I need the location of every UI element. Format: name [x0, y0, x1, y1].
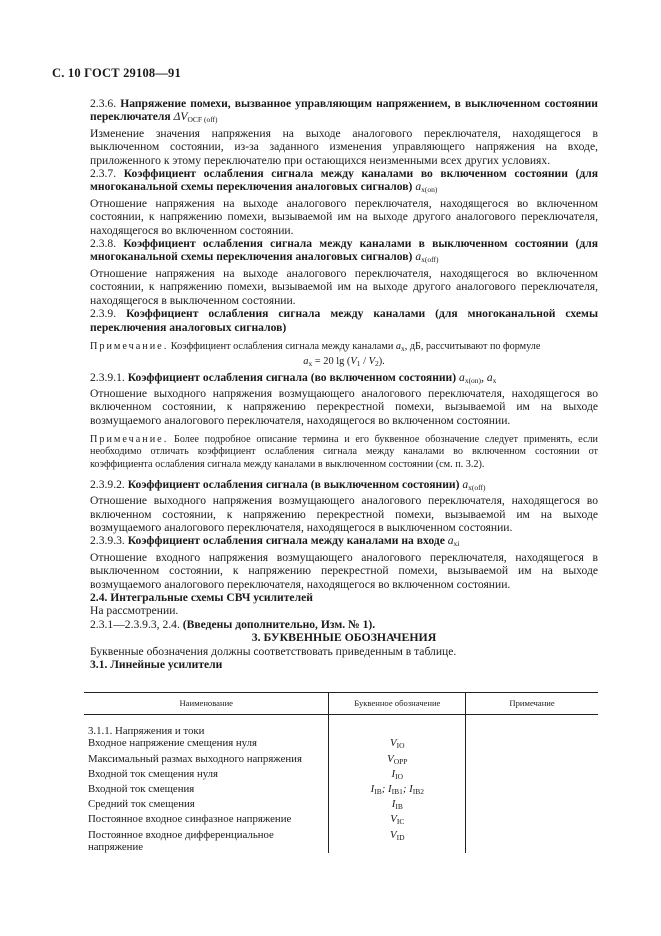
section-3-intro: Буквенные обозначения должны соответствовать приведенным в таблице. [90, 644, 457, 658]
clause-2-3-9-1-text: Отношение выходного напряжения возмущающего аналогового переключателя, находящегося во включенном состоянии, к напряжению перекрестной помехи, вызываемой им на выходе возмущаемого аналогового переключателя, находящегося во включенном состоянии. [90, 386, 598, 427]
table-row: Входное напряжение смещения нуля $V_{IO}$ [84, 737, 598, 752]
note-1: Примечание. Коэффициент ослабления сигнала между каналами $a_x$, дБ, рассчитывают по формуле [90, 340, 541, 353]
table-header-note: Примечание [466, 693, 598, 715]
clause-2-4-title: 2.4. Интегральные схемы СВЧ усилителей [90, 591, 313, 604]
clause-2-3-8-title: 2.3.8. Коэффициент ослабления сигнала между каналами в выключенном состоянии (для многоканальной схемы переключения аналоговых сигналов) $a_{x(off)}$ [90, 237, 599, 265]
table-header-name: Наименование [84, 693, 329, 715]
document-body [90, 97, 598, 671]
formula: $a_x = 20$ $\lg (V_1 / V_2)$. [303, 356, 385, 369]
clause-2-3-9-3-title: 2.3.9.3. Коэффициент ослабления сигнала между каналами на входе $a_{xi}$ [90, 534, 460, 549]
table-row: Постоянное входное синфазное напряжение $V_{IC}$ [84, 813, 598, 828]
clause-2-3-6-text: Изменение значения напряжения на выходе аналогового переключателя, находящегося в выключенном состоянии, из-за заданного изменения управляющего напряжения на входе, приложенного к этому переключателю при остающихся неизменными всех других условиях. [90, 126, 598, 167]
symbols-table [84, 692, 598, 853]
table-header-symbol: Буквенное обозначение [329, 693, 466, 715]
table-group-row: 3.1.1. Напряжения и токи [84, 725, 598, 737]
section-3-title: 3. БУКВЕННЫЕ ОБОЗНАЧЕНИЯ [251, 630, 437, 645]
clause-2-3-9-2-title: 2.3.9.2. Коэффициент ослабления сигнала (в выключенном состоянии) $a_{x(off)}$ [90, 477, 486, 492]
clause-2-3-9-title: 2.3.9. Коэффициент ослабления сигнала между каналами (для многоканальной схемы переключения аналоговых сигналов) [90, 307, 598, 334]
table-row: Постоянное входное дифференциальное напряжение $V_{ID}$ [84, 829, 598, 853]
clause-2-3-9-2-text: Отношение выходного напряжения возмущающего аналогового переключателя, находящегося во включенном состоянии, к напряжению перекрестной помехи, вызываемой им на выходе возмущаемого аналогового переключателя, находящегося в выключенном состоянии. [90, 494, 598, 534]
clause-2-3-7-text: Отношение напряжения на выходе аналогового переключателя, находящегося во включенном состоянии, к напряжению помехи, вызываемой им на выходе другого аналогового переключателя, находящегося во включенном состоянии. [90, 196, 598, 237]
note-2: Примечание. Более подробное описание термина и его буквенное обозначение следует применять, если необходимо отличать коэффициент ослабления сигнала между каналами во включенном состоянии от коэффициента ослабления сигнала между каналами в выключенном состоянии (см. п. 3.2). [90, 434, 599, 470]
table-row: Входной ток смещения $I_{IB}$; $I_{IB1}$; $I_{IB2}$ [84, 783, 598, 798]
clause-2-3-6-title: 2.3.6. Напряжение помехи, вызванное управляющим напряжением, в выключенном состоянии переключателя $\Delta V_{OCF (off)}$ [90, 97, 598, 125]
amendment-note: 2.3.1—2.3.9.3, 2.4. (Введены дополнительно, Изм. № 1). [90, 617, 376, 631]
page-header: С. 10 ГОСТ 29108—91 [52, 66, 181, 80]
clause-2-3-7-title: 2.3.7. Коэффициент ослабления сигнала между каналами во включенном состоянии (для многоканальной схемы переключения аналоговых сигналов) $a_{x(on)}$ [90, 167, 598, 195]
clause-2-4-text: На рассмотрении. [90, 604, 179, 618]
table-row: Входной ток смещения нуля $I_{IO}$ [84, 768, 598, 783]
clause-2-3-8-text: Отношение напряжения на выходе аналогового переключателя, находящегося во включенном состоянии, к напряжению помехи, вызываемой им на выходе другого аналогового переключателя, находящегося в выключенном состоянии. [90, 266, 598, 307]
table-row: Средний ток смещения $I_{IB}$ [84, 798, 598, 813]
table-row: Максимальный размах выходного напряжения $V_{OPP}$ [84, 753, 598, 768]
clause-2-3-9-3-text: Отношение входного напряжения возмущающего аналогового переключателя, находящегося в выключенном состоянии, к напряжению перекрестной помехи, вызываемой им на выходе возмущаемого аналогового переключателя, находящегося во включенном состоянии. [90, 550, 598, 591]
section-3-1-title: 3.1. Линейные усилители [90, 658, 223, 672]
clause-2-3-9-1-title: 2.3.9.1. Коэффициент ослабления сигнала (во включенном состоянии) $a_{x(on)}$, $a_x$ [90, 370, 497, 385]
